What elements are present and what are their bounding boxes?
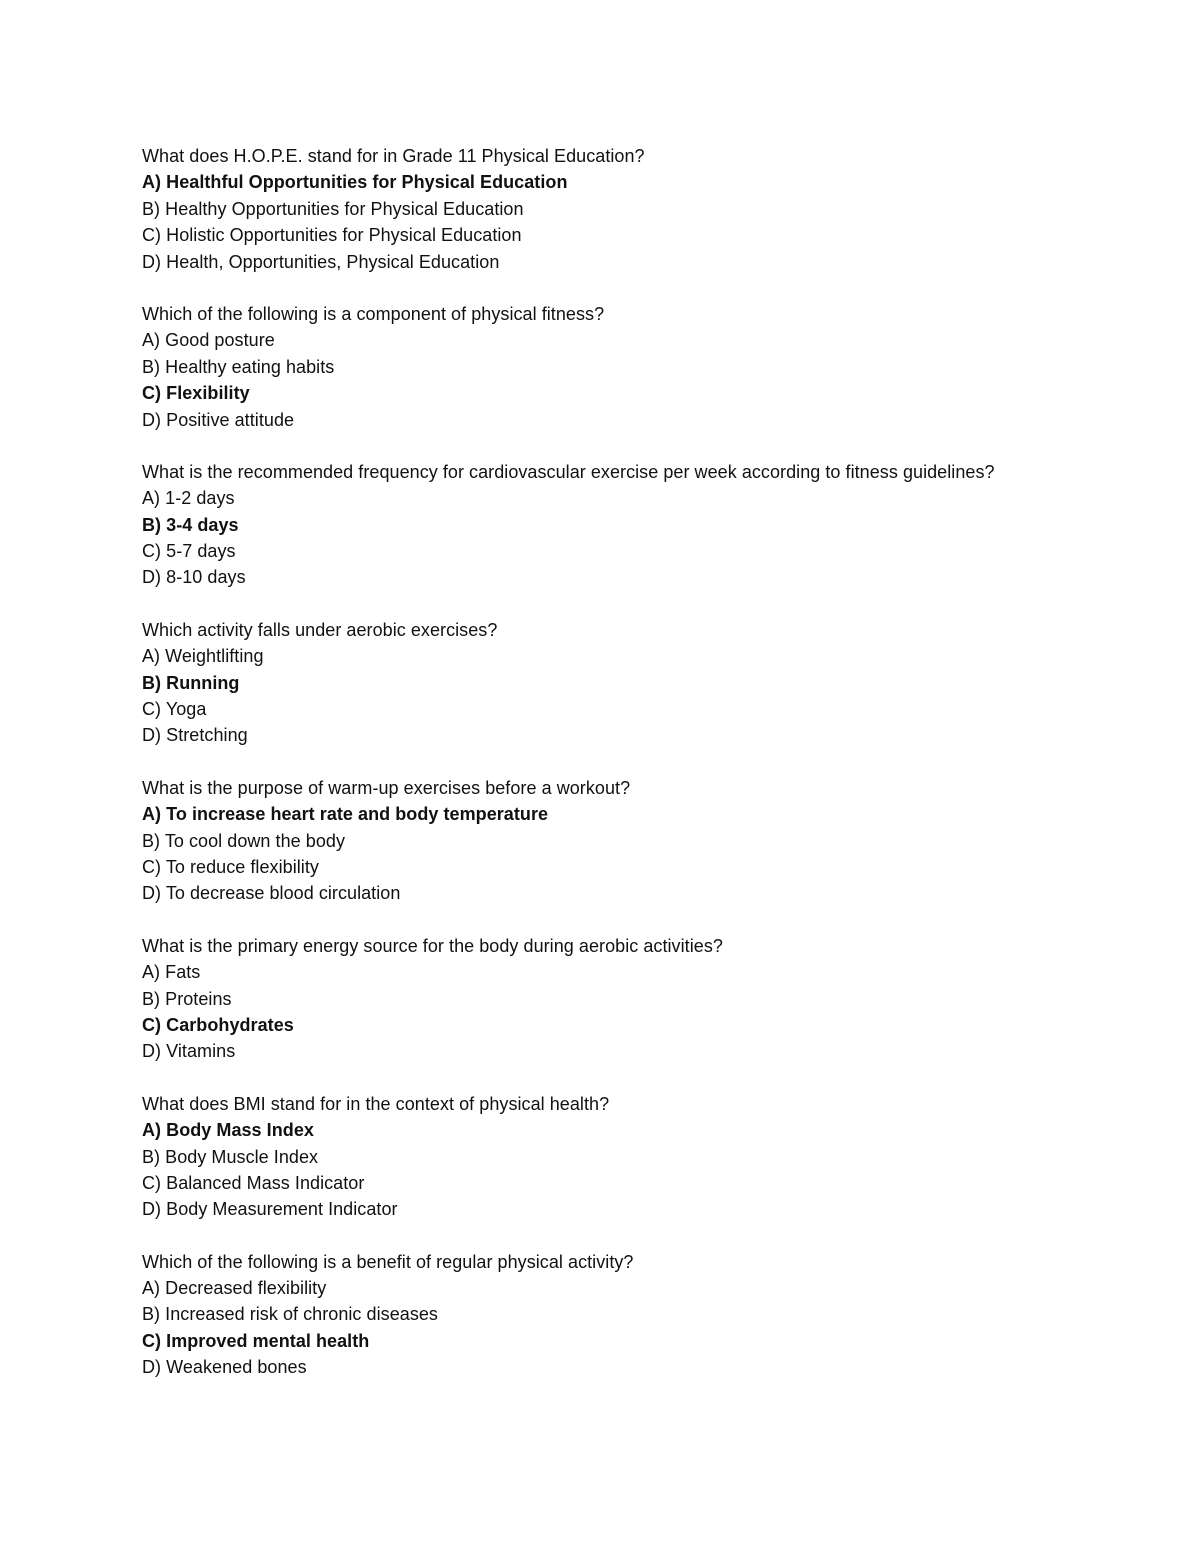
option-a-correct: A) Body Mass Index [142,1120,314,1141]
question-text: What is the primary energy source for the body during aerobic activities? [142,935,723,956]
question-block-8 [142,1249,1102,1381]
question-block-1 [142,143,1102,275]
question-text: What is the recommended frequency for cardiovascular exercise per week according to fitness guidelines? [142,461,995,482]
option-c-correct: C) Flexibility [142,383,250,404]
option-a: A) Good posture [142,330,275,351]
option-b: B) Healthy eating habits [142,356,335,377]
option-d: D) Vitamins [142,1041,236,1062]
option-b-correct: B) 3-4 days [142,514,239,535]
option-c: C) Holistic Opportunities for Physical Education [142,225,522,246]
question-text: What is the purpose of warm-up exercises before a workout? [142,777,631,798]
question-text: What does BMI stand for in the context of physical health? [142,1093,610,1114]
option-b: B) Increased risk of chronic diseases [142,1304,438,1325]
option-a-correct: A) Healthful Opportunities for Physical Education [142,172,568,193]
option-a: A) 1-2 days [142,488,235,509]
option-d: D) Stretching [142,725,248,746]
option-b: B) Body Muscle Index [142,1146,319,1167]
option-b-correct: B) Running [142,672,240,693]
option-b: B) To cool down the body [142,830,345,851]
option-a: A) Fats [142,962,201,983]
option-c: C) To reduce flexibility [142,857,319,877]
option-d: D) Body Measurement Indicator [142,1199,398,1220]
option-d: D) To decrease blood circulation [142,883,401,904]
option-d: D) Health, Opportunities, Physical Education [142,251,500,272]
question-block-4 [142,617,1102,749]
option-a: A) Weightlifting [142,646,264,667]
option-c-correct: C) Improved mental health [142,1330,370,1351]
option-c: C) 5-7 days [142,541,236,562]
question-text: Which of the following is a component of physical fitness? [142,303,605,324]
option-c-correct: C) Carbohydrates [142,1014,294,1035]
option-d: D) 8-10 days [142,567,246,588]
question-block-3 [142,459,1102,591]
option-d: D) Positive attitude [142,409,295,430]
option-b: B) Proteins [142,988,232,1009]
option-a-correct: A) To increase heart rate and body temperature [142,804,549,825]
question-block-6 [142,933,1102,1065]
document-page [142,143,1102,1407]
option-c: C) Balanced Mass Indicator [142,1172,365,1193]
question-text: Which of the following is a benefit of regular physical activity? [142,1251,634,1272]
option-a: A) Decreased flexibility [142,1278,327,1299]
question-block-7 [142,1091,1102,1223]
option-d: D) Weakened bones [142,1357,307,1378]
question-block-5 [142,775,1102,907]
question-block-2 [142,301,1102,433]
question-text: Which activity falls under aerobic exercises? [142,619,498,640]
option-c: C) Yoga [142,699,207,720]
option-b: B) Healthy Opportunities for Physical Education [142,198,524,219]
question-text: What does H.O.P.E. stand for in Grade 11 Physical Education? [142,146,645,166]
